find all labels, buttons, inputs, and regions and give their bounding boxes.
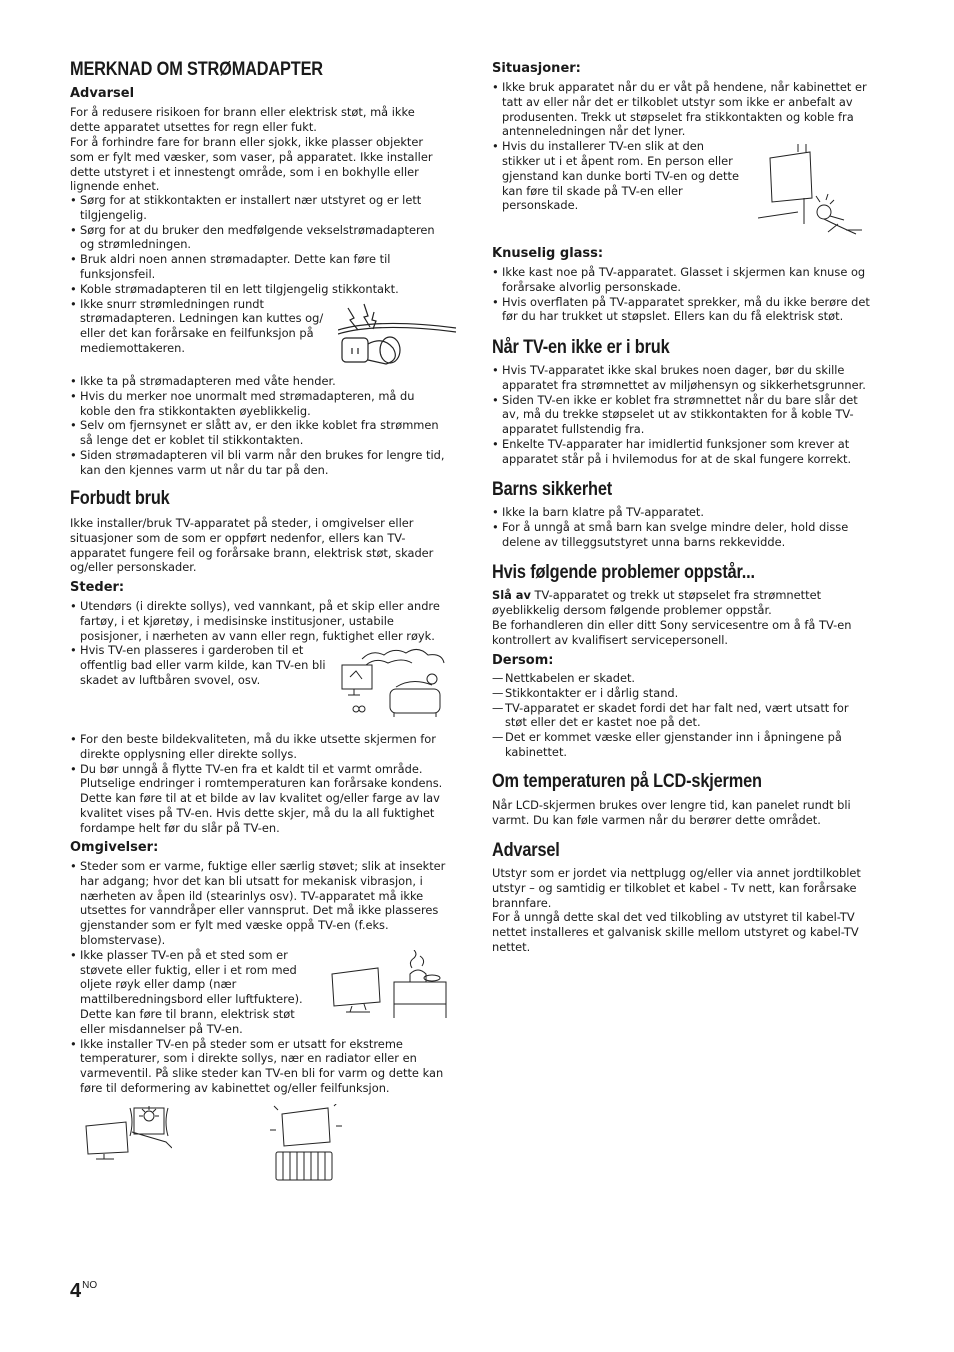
list-item: — Nettkabelen er skadet. [492,671,870,686]
list-item: — TV-apparatet er skadet fordi det har falt ned, vært utsatt for støt eller det er kastet noe på det. [492,701,870,731]
list-item: • Ikke la barn klatre på TV-apparatet. [492,505,870,520]
list-item: • Ikke snurr strømledningen rundt strømadapteren. Ledningen kan kuttes og/ eller det kan forårsake en feilfunksjon på mediemottakeren. [70,297,330,356]
list-item: • Utendørs (i direkte sollys), ved vannkant, på et skip eller andre fartøy, i et kjøretøy, i medisinske institusjoner, ustabile posisjoner, i nærheten av vann eller regn, fuktighet eller røyk. [70,599,448,643]
sunlight-tv-illustration [82,1102,172,1162]
list-item: • Hvis overflaten på TV-apparatet sprekker, må du ikke berøre det før du har trukket ut støpslet. Ellers kan du få elektrisk støt. [492,295,870,325]
radiator-tv-illustration [268,1104,348,1182]
list-item: • For den beste bildekvaliteten, må du ikke utsette skjermen for direkte opplysning eller direkte sollys. [70,732,448,762]
list-item: • Hvis du installerer TV-en slik at den stikker ut i et åpent rom. En person eller gjenstand kan dunke borti TV-en og dette kan føre til skade på TV-en eller personskade. [492,139,744,213]
section-title-problemer: Hvis følgende problemer oppstår... [492,562,755,583]
page-number [70,1280,97,1303]
list-item: • Selv om fjernsynet er slått av, er den ikke koblet fra strømmen så lenge det er koblet til stikkontakten. [70,418,448,448]
advarsel-jordet-paragraph-1: Utstyr som er jordet via nettplugg og/eller via annet jordtilkoblet utstyr – og samtidig er tilkoblet et kabel - Tv nett, kan forårsake brannfare. [492,866,861,910]
list-item: • Ikke plasser TV-en på et sted som er støvete eller fuktig, eller i et rom med oljete røyk eller damp (nær mattilberedningsbord eller luftfuktere). Dette kan føre til brann, elektrisk støt eller misdannelser på TV-en. [70,948,316,1037]
list-item: • Koble strømadapteren til en lett tilgjengelig stikkontakt. [70,282,448,297]
forbudt-paragraph: Ikke installer/bruk TV-apparatet på steder, i omgivelser eller situasjoner som de som er oppført nedenfor, ellers kan TV-apparatet fungere feil og forårsake brann, elektrisk støt, skader og/eller personskader. [70,516,434,575]
temperatur-paragraph: Når LCD-skjermen brukes over lengre tid, kan panelet rundt bli varmt. Du kan føle varmen når du berører dette området. [492,798,851,827]
advarsel-paragraph-2: For å forhindre fare for brann eller sjokk, ikke plasser objekter som er fylt med væsker, som vaser, på apparatet. Ikke installer dette utstyret i et innestengt område, som i en bokhylle eller lignende enhet. [70,135,433,194]
list-item: • Ikke ta på strømadapteren med våte hender. [70,374,448,389]
adapter-cord-illustration [338,300,458,370]
page-language-code: NO [82,1280,98,1291]
advarsel-paragraph-1: For å redusere risikoen for brann eller elektrisk støt, må ikke dette apparatet utsettes for regn eller fukt. [70,105,415,134]
page-number-value: 4 [70,1280,82,1302]
list-item: • Siden strømadapteren vil bli varm når den brukes for lengre tid, kan den kjennes varm ut når du tar på den. [70,448,448,478]
advarsel-jordet-paragraph-2: For å unngå dette skal det ved tilkobling av utstyret til kabel-TV nettet installeres et galvanisk skille mellom utstyret og kabel-TV nettet. [492,910,859,954]
glass-bullet-list [492,265,870,324]
barn-bullet-list [492,505,870,549]
bath-tv-illustration [332,647,448,719]
steder-bullet-list-2 [70,732,448,836]
subheading-situasjoner: Situasjoner: [492,61,581,76]
list-item: • Hvis TV-en plasseres i garderoben til et offentlig bad eller varm kilde, kan TV-en bli skadet av luftbåren svovel, osv. [70,643,328,687]
adapter-bullet-list-2 [70,374,448,478]
subheading-advarsel: Advarsel [70,86,135,101]
bump-tv-illustration [758,144,870,240]
list-item: • Bruk aldri noen annen strømadapter. Dette kan føre til funksjonsfeil. [70,252,448,282]
list-item: • Sørg for at stikkontakten er installert nær utstyret og er lett tilgjengelig. [70,193,448,223]
list-item: — Det er kommet væske eller gjenstander inn i åpningene på kabinettet. [492,730,870,760]
list-item: • Ikke kast noe på TV-apparatet. Glasset i skjermen kan knuse og forårsake alvorlig personskade. [492,265,870,295]
list-item: • Ikke bruk apparatet når du er våt på hendene, når kabinettet er tatt av eller når det er tilkoblet utstyr som ikke er anbefalt av produsenten. Trekk ut støpselet fra stikkontakten og koble fra antenneledningen når det lyner. [492,80,870,139]
subheading-steder: Steder: [70,580,125,595]
section-title-stromadapter: MERKNAD OM STRØMADAPTER [70,59,323,80]
list-item: • For å unngå at små barn kan svelge mindre deler, hold disse delene av tilleggsutstyret unna barns rekkevidde. [492,520,870,550]
list-item: • Ikke installer TV-en på steder som er utsatt for ekstreme temperaturer, som i direkte sollys, nær en radiator eller en varmeventil. På slike steder kan TV-en bli for varm og dette kan føre til deformering av kabinettet og/eller feilfunksjon. [70,1037,448,1096]
problemer-paragraph-2: Be forhandleren din eller ditt Sony servicesentre om å få TV-en kontrollert av kvalifisert servicepersonell. [492,618,852,647]
list-item: • Enkelte TV-apparater har imidlertid funksjoner som krever at apparatet står på i hvilemodus for at de skal fungere korrekt. [492,437,870,467]
subheading-omgivelser: Omgivelser: [70,840,159,855]
section-title-advarsel: Advarsel [492,840,560,861]
list-item: — Stikkontakter er i dårlig stand. [492,686,870,701]
ikke-bruk-bullet-list [492,363,870,467]
list-item: • Siden TV-en ikke er koblet fra strømnettet når du bare slår det av, må du trekke støpselet ut av stikkontakten for å koble TV-apparatet fullstendig fra. [492,393,870,437]
section-title-ikke-i-bruk: Når TV-en ikke er i bruk [492,337,670,358]
section-title-barns-sikkerhet: Barns sikkerhet [492,479,613,500]
problemer-bold-lead: Slå av [492,588,531,602]
list-item: • Du bør unngå å flytte TV-en fra et kaldt til et varmt område. Plutselige endringer i romtemperaturen kan forårsake kondens. Dette kan føre til at et bilde av lav kvalitet og/eller farge av lav kvalitet vises på TV-en. Hvis dette skjer, må du la all fuktighet fordampe helt før du slår på TV-en. [70,762,448,836]
section-title-forbudt-bruk: Forbudt bruk [70,488,170,509]
list-item: • Steder som er varme, fuktige eller særlig støvet; slik at insekter har adgang; hvor det kan bli utsatt for mekanisk vibrasjon, i nærheten av åpen ild (stearinlys osv). TV-apparatet må ikke utsettes for vanndråper eller vannsprut. Det må ikke plasseres gjenstander som er fylt med væske oppå TV-en (f.eks. blomstervase). [70,859,448,948]
list-item: • Sørg for at du bruker den medfølgende vekselstrømadapteren og strømledningen. [70,223,448,253]
dersom-dash-list [492,671,870,760]
subheading-dersom: Dersom: [492,653,554,668]
problemer-paragraph-1 [492,588,870,618]
kitchen-steam-illustration [328,950,450,1022]
section-title-temperatur: Om temperaturen på LCD-skjermen [492,771,762,792]
problemer-text: TV-apparatet og trekk ut støpselet fra strømnettet øyeblikkelig dersom følgende problemer oppstår. [492,588,822,617]
subheading-knuselig-glass: Knuselig glass: [492,246,604,261]
list-item: • Hvis TV-apparatet ikke skal brukes noen dager, bør du skille apparatet fra strømnettet av miljøhensyn og sikkerhetsgrunner. [492,363,870,393]
list-item: • Hvis du merker noe unormalt med strømadapteren, må du koble den fra stikkontakten øyeblikkelig. [70,389,448,419]
